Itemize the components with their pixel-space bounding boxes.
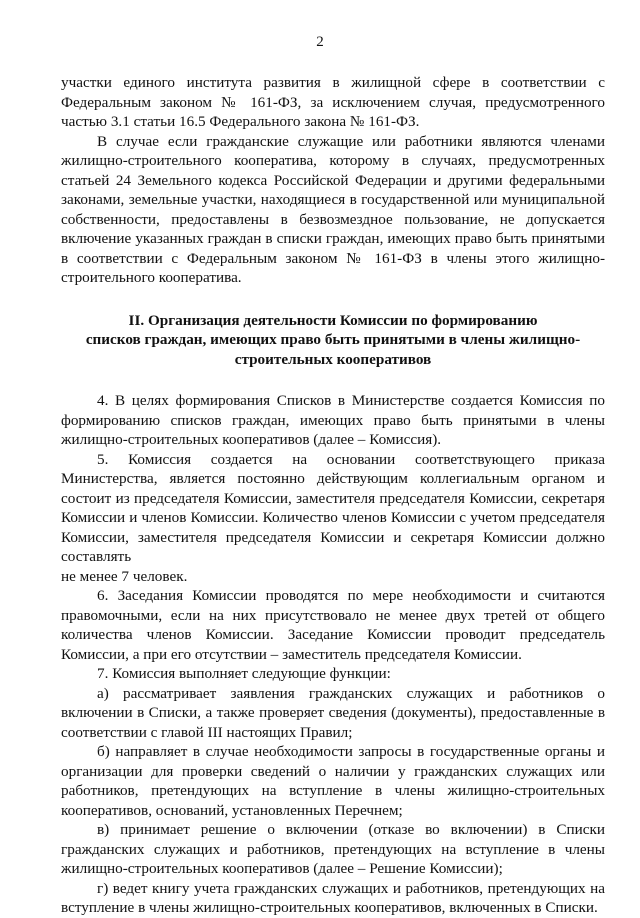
paragraph-item-7g: г) ведет книгу учета гражданских служащих и работников, претендующих на вступление в члены жилищно-строительных кооперативов, включенных в Списки. xyxy=(61,879,605,916)
paragraph-item-7a: а) рассматривает заявления гражданских служащих и работников о включении в Списки, а также проверяет сведения (документы), предоставленные в соответствии с главой III настоящих Правил; xyxy=(61,684,605,741)
paragraph-item-7v: в) принимает решение о включении (отказе во включении) в Списки гражданских служащих и работников, претендующих на вступление в члены жилищно-строительных кооперативов (далее – Решение Комиссии); xyxy=(61,821,605,877)
paragraph-cooperative-members: В случае если гражданские служащие или работники являются членами жилищно-строительного кооператива, которому в случаях, предусмотренных статьей 24 Земельного кодекса Российской Федерации и другими федеральными законами, земельные участки, находящиеся в государственной или муниципальной собственности, предоставлены в безвозмездное пользование, не допускается включение указанных граждан в списки граждан, имеющих право быть принятыми в соответствии с Федеральным законом № 161-ФЗ в члены этого жилищно-строительного кооператива. xyxy=(61,132,605,286)
paragraph-item-5-continuation: не менее 7 человек. xyxy=(61,567,188,585)
paragraph-item-6: 6. Заседания Комиссии проводятся по мере необходимости и считаются правомочными, если на них присутствовало не менее двух третей от общего количества членов Комиссии. Заседание Комиссии проводит председатель Комиссии, а при его отсутствии – заместитель председателя Комиссии. xyxy=(61,587,605,663)
paragraph-item-7: 7. Комиссия выполняет следующие функции: xyxy=(97,665,391,682)
section-heading-line-2: списков граждан, имеющих право быть принятыми в члены жилищно- xyxy=(85,331,581,348)
paragraph-item-5: 5. Комиссия создается на основании соответствующего приказа Министерства, является постоянно действующим коллегиальным органом и состоит из председателя Комиссии, заместителя председателя Комиссии, секретаря Комиссии и членов Комиссии. Количество членов Комиссии с учетом председателя Комиссии, заместителя председателя Комиссии и секретаря Комиссии должно составлять xyxy=(61,450,605,565)
section-heading xyxy=(61,311,605,370)
paragraph-continuation: участки единого института развития в жилищной сфере в соответствии с Федеральным законом № 161-ФЗ, за исключением случая, предусмотренного частью 3.1 статьи 16.5 Федерального закона № 161-ФЗ. xyxy=(61,74,605,130)
section-heading-line-1: II. Организация деятельности Комиссии по формированию xyxy=(128,311,538,329)
paragraph-item-7b: б) направляет в случае необходимости запросы в государственные органы и организации для проверки сведений о наличии у гражданских служащих или работников, претендующих на вступление в члены жилищно-строительных кооперативов, оснований, установленных Перечнем; xyxy=(61,743,605,819)
section-heading-line-3: строительных кооперативов xyxy=(234,350,432,368)
document-body xyxy=(61,73,605,918)
paragraph-item-4: 4. В целях формирования Списков в Министерстве создается Комиссия по формированию списков граждан, имеющих право быть принятыми в члены жилищно-строительных кооперативов (далее – Комиссия). xyxy=(61,392,605,448)
page-number: 2 xyxy=(316,34,324,50)
